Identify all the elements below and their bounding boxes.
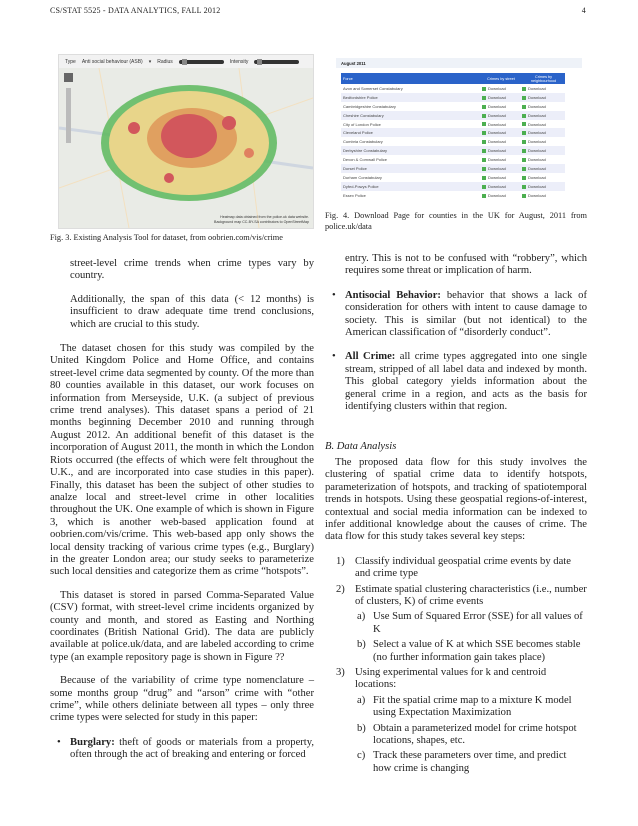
steps-list: [325, 556, 587, 776]
list-item: 3) Using experimental values for k and centroid locations:: [336, 666, 547, 691]
figure-4-download-page: [336, 58, 582, 205]
download-icon: [482, 122, 486, 126]
download-icon: [522, 185, 526, 189]
table-row: [341, 128, 565, 137]
paragraph: Additionally, the span of this data (< 12 months) is insufficient to draw adequate time trend conclusions, which are crucial to this study.: [70, 293, 314, 330]
left-column: [50, 258, 314, 762]
list-item: b) Obtain a parameterized model for crime hotspot locations, shapes, etc.: [357, 722, 577, 746]
bullet-all-crime: • All Crime: all crime types aggregated into one single stream, stripped of all label data and indexed by month. This global category yields information about the general crime in a region, and acts as the basis for identifying clusters within that region.: [332, 351, 587, 413]
force-name: City of London Police: [343, 121, 381, 127]
download-neighbourhood-link[interactable]: Download: [520, 137, 565, 146]
download-icon: [482, 114, 486, 118]
table-row: [341, 102, 565, 111]
download-icon: [482, 105, 486, 109]
zoom-slider[interactable]: [66, 88, 71, 143]
download-neighbourhood-link[interactable]: Download: [520, 146, 565, 155]
download-icon: [482, 167, 486, 171]
download-neighbourhood-link[interactable]: Download: [520, 84, 565, 93]
bullet-continuation: street-level crime trends when crime types vary by country.: [70, 258, 314, 282]
list-item: a) Fit the spatial crime map to a mixture K model using Expectation Maximization: [357, 694, 572, 719]
download-street-link[interactable]: Download: [480, 173, 520, 182]
download-icon: [482, 158, 486, 162]
force-name: Cleveland Police: [341, 128, 480, 137]
download-icon: [522, 87, 526, 91]
download-icon: [482, 176, 486, 180]
download-neighbourhood-link[interactable]: Download: [520, 164, 565, 173]
list-item: 1) Classify individual geospatial crime events by date and crime type: [336, 555, 571, 580]
month-heading: August 2011: [336, 58, 582, 68]
download-icon: [522, 96, 526, 100]
download-neighbourhood-link[interactable]: Download: [520, 128, 565, 137]
table-row: [341, 182, 565, 191]
download-icon: [482, 96, 486, 100]
download-street-link[interactable]: Download: [480, 102, 520, 111]
download-neighbourhood-link[interactable]: Download: [520, 111, 565, 120]
download-icon: [522, 194, 526, 198]
right-column: [325, 253, 587, 775]
table-row: [341, 120, 565, 129]
table-row: [341, 111, 565, 120]
download-icon: [522, 105, 526, 109]
intensity-label: Intensity: [229, 58, 249, 65]
download-icon: [522, 149, 526, 153]
download-street-link[interactable]: Download: [480, 191, 520, 200]
col-street: Crimes by street: [480, 73, 520, 84]
list-item: 2) Estimate spatial clustering characteristics (i.e., number of clusters, K) of crime events: [336, 583, 587, 607]
download-neighbourhood-link[interactable]: Download: [520, 191, 565, 200]
page-number: 4: [581, 6, 586, 15]
force-name: Derbyshire Constabulary: [341, 146, 480, 155]
bullet-continuation: entry. This is not to be confused with “robbery”, which requires some threat or implication of harm.: [345, 253, 587, 277]
download-street-link[interactable]: Download: [480, 164, 520, 173]
download-icon: [522, 140, 526, 144]
download-neighbourhood-link[interactable]: Download: [520, 182, 565, 191]
col-force: Force: [341, 73, 480, 84]
download-icon: [482, 194, 486, 198]
bullet-antisocial: • Antisocial Behavior: behavior that shows a lack of consideration for others with intent to cause damage to society. This is similar (but not identical) to the American classification of “disorderly conduct”.: [332, 289, 587, 339]
paragraph: Because of the variability of crime type nomenclature – some months group “drug” and “arson” crime with “other crime”, while others deliniate between all types – only three crime types were selected for study in this paper:: [50, 675, 314, 724]
force-name: Dyfed-Powys Police: [341, 182, 480, 191]
table-row: [341, 84, 565, 93]
table-row: [341, 137, 565, 146]
figure-3-caption: Fig. 3. Existing Analysis Tool for dataset, from oobrien.com/vis/crime: [50, 233, 283, 242]
download-icon: [482, 149, 486, 153]
col-neighbourhood: Crimes by neighbourhood: [520, 73, 565, 84]
paragraph: The proposed data flow for this study involves the clustering of spatial crime data to identify hotspots, parameterization of hotspots, and tracking of spatiotemporal trends in hotspots. Using these geospatial regions-of-interest, contextual and social media information can be indexed to infer additional knowledge about the causes of crime. The data flow for this study takes several key steps:: [325, 456, 587, 543]
download-icon: [522, 167, 526, 171]
download-street-link[interactable]: Download: [480, 111, 520, 120]
running-header: CS/STAT 5525 - DATA ANALYTICS, FALL 2012: [50, 6, 221, 15]
table-row: [341, 173, 565, 182]
download-icon: [522, 122, 526, 126]
map-attribution: Heatmap data obtained from the police.uk data website. Background map CC-BY-SA contributors to OpenStreetMap: [214, 215, 309, 224]
figure-3-heatmap-tool: [58, 54, 314, 229]
download-street-link[interactable]: Download: [480, 182, 520, 191]
download-icon: [482, 185, 486, 189]
radius-label: Radius: [157, 58, 173, 65]
download-icon: [522, 158, 526, 162]
table-row: [341, 191, 565, 200]
download-neighbourhood-link[interactable]: Download: [520, 102, 565, 111]
force-name: Bedfordshire Police: [341, 93, 480, 102]
force-name: Cumbria Constabulary: [343, 139, 383, 145]
download-table: [341, 73, 565, 200]
download-icon: [482, 131, 486, 135]
force-name: Durham Constabulary: [343, 174, 382, 180]
type-label: Type: [65, 58, 76, 65]
list-item: a) Use Sum of Squared Error (SSE) for all values of K: [357, 611, 583, 635]
paragraph: This dataset is stored in parsed Comma-Separated Value (CSV) format, with street-level crime incidents organized by county and month, and stored as Easting and Northing coordinates (British National Grid). The data are publicly available at police.uk/data, and are labeled according to crime type (an example repository page is shown in Figure ??: [50, 589, 314, 663]
download-street-link[interactable]: Download: [480, 93, 520, 102]
download-icon: [482, 87, 486, 91]
list-item: c) Track these parameters over time, and predict how crime is changing: [357, 750, 567, 774]
download-neighbourhood-link[interactable]: Download: [520, 155, 565, 164]
force-name: Cambridgeshire Constabulary: [343, 103, 396, 109]
heatmap-controls: [59, 55, 313, 68]
force-name: Avon and Somerset Constabulary: [343, 85, 403, 91]
radius-slider[interactable]: [179, 60, 224, 64]
table-row: [341, 93, 565, 102]
figure-4-caption: Fig. 4. Download Page for counties in the UK for August, 2011 from police.uk/data: [325, 211, 587, 231]
bullet-burglary: • Burglary: theft of goods or materials from a property, often through the act of breaking and entering or forced: [57, 736, 314, 761]
force-name: Essex Police: [343, 192, 366, 198]
download-icon: [522, 131, 526, 135]
table-row: [341, 146, 565, 155]
paragraph: The dataset chosen for this study was compiled by the United Kingdom Police and Home Office, and contains street-level crime data segmented by county. Of the more than 80 counties available in this dataset, our work focuses on information from Merseyside, U.K. (a subject of previous crime trend analyses). This dataset spans a period of 21 months beginning December 2010 and running through August 2012. An additional benefit of this dataset is the incorporation of August 2011, the month in which the London Riots occurred (the effects of which were felt throughout the U.K., and are incorporated into case studies in this paper). Finally, this dataset has been the subject of other studies to analze local and street-level crime in other localities throughout the UK. One example of which is shown in Figure 3, which is another web-based application found at oobrien.com/vis/crime. This web-based app only shows the local density tracking of various crime types (e.g., Burglary) in the greater London area; our study seeks to parameterize such local densities and categorize them as crime “hotspots”.: [50, 343, 314, 578]
download-icon: [522, 176, 526, 180]
intensity-slider[interactable]: [254, 60, 299, 64]
force-name: Devon & Cornwall Police: [343, 157, 388, 163]
section-heading: B. Data Analysis: [325, 441, 397, 453]
download-neighbourhood-link[interactable]: Download: [520, 173, 565, 182]
download-street-link[interactable]: Download: [480, 146, 520, 155]
table-row: [341, 164, 565, 173]
force-name: Dorset Police: [341, 164, 480, 173]
download-street-link[interactable]: Download: [480, 120, 520, 129]
type-select[interactable]: Anti social behaviour (ASB): [81, 58, 143, 65]
download-street-link[interactable]: Download: [480, 128, 520, 137]
chevron-down-icon: ▾: [148, 58, 152, 65]
force-name: Cheshire Constabulary: [341, 111, 480, 120]
download-street-link[interactable]: Download: [480, 155, 520, 164]
download-street-link[interactable]: Download: [480, 137, 520, 146]
download-street-link[interactable]: Download: [480, 84, 520, 93]
download-neighbourhood-link[interactable]: Download: [520, 93, 565, 102]
pan-control-icon[interactable]: [64, 73, 73, 82]
download-neighbourhood-link[interactable]: Download: [520, 120, 565, 129]
list-item: b) Select a value of K at which SSE becomes stable (no further information gain takes place): [357, 639, 581, 663]
download-icon: [482, 140, 486, 144]
table-row: [341, 155, 565, 164]
heatmap-map[interactable]: [59, 68, 313, 228]
download-icon: [522, 114, 526, 118]
